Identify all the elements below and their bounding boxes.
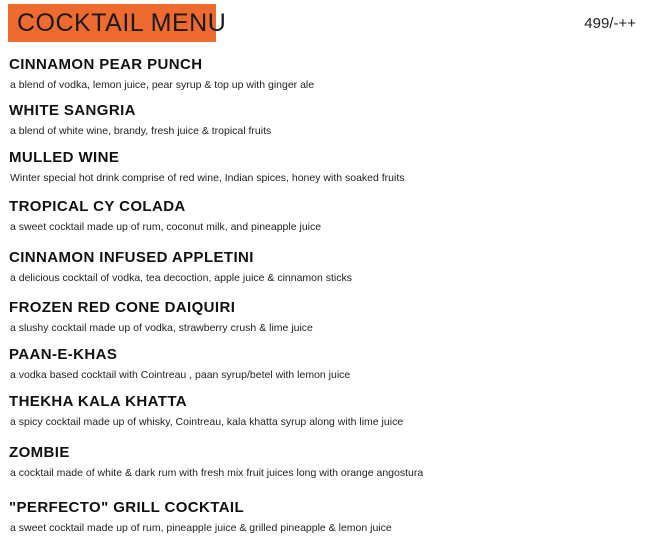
menu-item [9,102,639,137]
menu-title-banner [8,4,227,42]
menu-item-description: a cocktail made of white & dark rum with fresh mix fruit juices long with orange angostura [10,467,424,479]
menu-item-description: a slushy cocktail made up of vodka, strawberry crush & lime juice [10,322,313,334]
menu-item-name: WHITE SANGRIA [9,102,136,119]
menu-item-name: PAAN-E-KHAS [9,346,118,363]
menu-item [9,393,639,428]
menu-item-name: "PERFECTO" GRILL COCKTAIL [9,499,245,516]
menu-item-description: a sweet cocktail made up of rum, pineapple juice & grilled pineapple & lemon juice [10,522,392,534]
menu-item [9,56,639,91]
menu-item-description: a spicy cocktail made up of whisky, Cointreau, kala khatta syrup along with lime juice [10,416,404,428]
menu-item [9,249,639,284]
menu-item-name: TROPICAL CY COLADA [9,198,186,215]
menu-item [9,499,639,534]
menu-item-description: a blend of white wine, brandy, fresh juice & tropical fruits [10,125,272,137]
menu-item-description: Winter special hot drink comprise of red wine, Indian spices, honey with soaked fruits [10,172,405,184]
menu-item-name: FROZEN RED CONE DAIQUIRI [9,299,236,316]
menu-item [9,198,639,233]
menu-item-name: THEKHA KALA KHATTA [9,393,188,410]
menu-item-description: a vodka based cocktail with Cointreau , paan syrup/betel with lemon juice [10,369,351,381]
menu-item [9,346,639,381]
menu-item-description: a blend of vodka, lemon juice, pear syrup & top up with ginger ale [10,79,315,91]
menu-item [9,299,639,334]
menu-item-description: a delicious cocktail of vodka, tea decoction, apple juice & cinnamon sticks [10,272,353,284]
menu-item-name: CINNAMON INFUSED APPLETINI [9,249,254,266]
menu-price: 499/-++ [584,15,636,32]
menu-item-name: CINNAMON PEAR PUNCH [9,56,203,73]
menu-item [9,149,639,184]
menu-title: COCKTAIL MENU [17,8,227,37]
menu-item-description: a sweet cocktail made up of rum, coconut milk, and pineapple juice [10,221,322,233]
menu-item-name: ZOMBIE [9,444,70,461]
menu-item [9,444,639,479]
menu-item-name: MULLED WINE [9,149,120,166]
